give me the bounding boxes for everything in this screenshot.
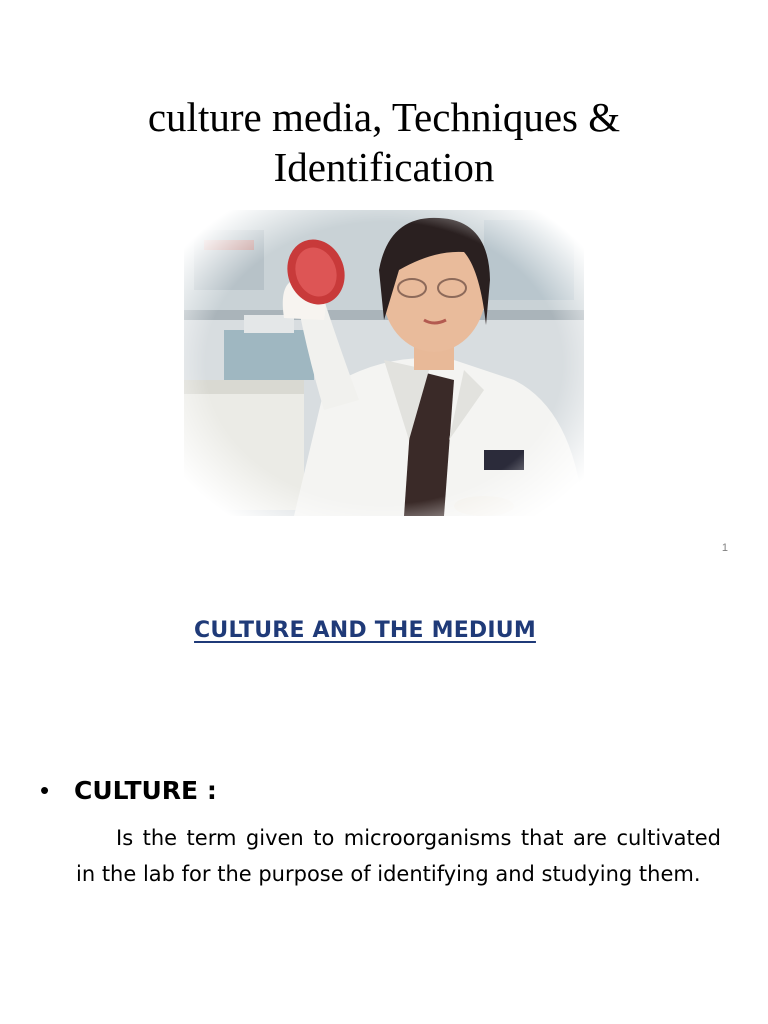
bullet-icon: • — [40, 774, 50, 805]
lab-photo-icon — [184, 210, 584, 516]
slide-title-line-1: culture media, Techniques & — [147, 94, 621, 140]
lab-photo — [184, 210, 584, 516]
slide-number: 1 — [721, 542, 728, 554]
bullet-term: CULTURE : — [74, 775, 217, 805]
section-heading: CULTURE AND THE MEDIUM — [194, 618, 536, 643]
definition-text: Is the term given to microorganisms that are cultivated in the lab for the purpose of identifying and studying them. — [76, 826, 721, 886]
slide-title-line-2: Identification — [273, 144, 495, 190]
bullet-item — [40, 772, 217, 808]
slide-title — [0, 92, 768, 192]
